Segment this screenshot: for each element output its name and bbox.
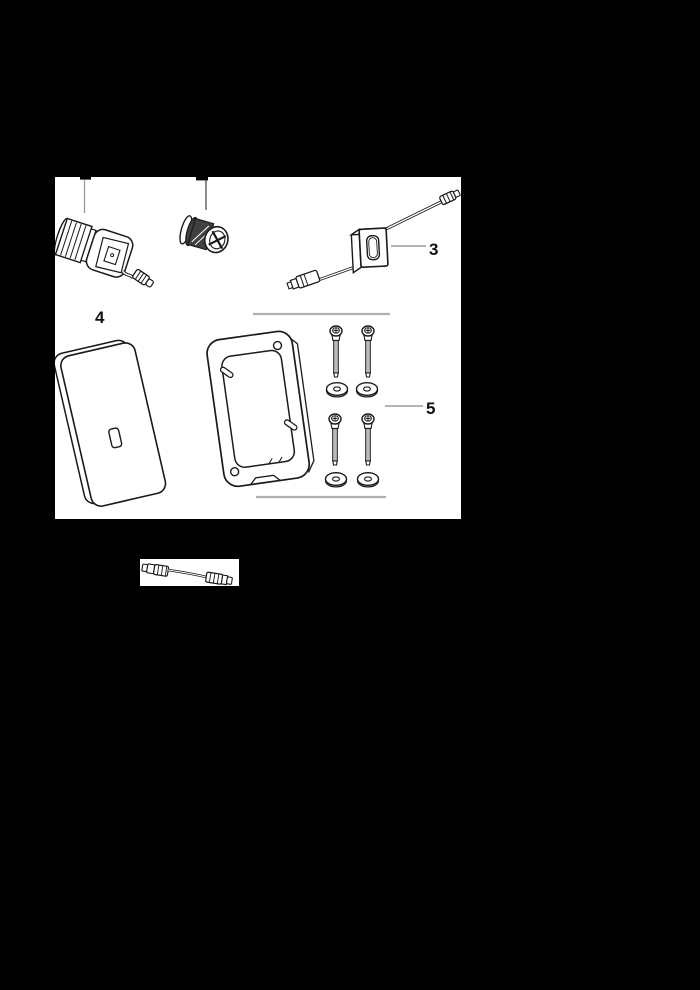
part-3-label: 3 [429,240,439,259]
parts-diagram-panel [55,177,461,519]
part-3-upper-connector [439,188,461,205]
part-5-mounting-frame-drawing [205,329,316,488]
part-1-callout [80,177,91,213]
part-1-pigtail-connector [132,269,155,289]
part-1-threaded-plug-drawing [55,216,165,289]
cable-left-connector [142,563,169,577]
parts-diagram [55,177,461,519]
part-2-callout [196,177,208,210]
part-5-label: 5 [426,399,436,418]
part-4-cover-plate-drawing [55,337,168,509]
cable-right-connector [205,572,232,586]
extension-cable-drawing [140,559,239,586]
part-1-label-fragment [80,177,91,180]
part-3-inline-unit-cable-drawing [286,188,461,291]
part-4-label: 4 [95,308,105,327]
part-3-lower-connector [286,270,320,292]
part-3-control-box [351,228,388,273]
part-2-bayonet-connector-drawing [178,215,232,256]
cable-inset [140,559,239,586]
part-2-label-fragment [196,177,208,180]
part-5-group [205,314,435,497]
